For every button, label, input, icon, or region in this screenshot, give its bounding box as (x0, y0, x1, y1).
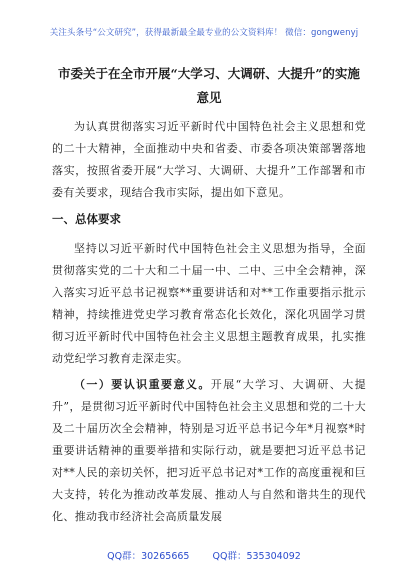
document-body (52, 62, 366, 532)
section-heading: 一、总体要求 (52, 212, 121, 226)
qq-group-1: QQ群：30265665 (107, 551, 190, 562)
overall-requirements-paragraph: 坚持以习近平新时代中国特色社会主义思想为指导，全面贯彻落实党的二十大和二十届一中、二中、三中全会精神，深入落实习近平总书记视察**重要讲话和对**工作重要指示批示精神，持续推进党史学习教育常态化长效化，深化巩固学习贯彻习近平新时代中国特色社会主义思想主题教育成果，扎实推动党纪学习教育走深走实。 (52, 242, 366, 365)
subsection-heading: （一）要认识重要意义。 (74, 378, 211, 391)
footer (0, 548, 408, 562)
qq-group-2: QQ群：535304092 (212, 551, 301, 562)
promo-banner: 关注头条号“公文研究”，获得最新最全最专业的公文资料库！ 微信：gongwenyj (49, 28, 359, 38)
document-title: 市委关于在全市开展“大学习、大调研、大提升”的实施意见 (58, 66, 360, 105)
intro-paragraph: 为认真贯彻落实习近平新时代中国特色社会主义思想和党的二十大精神，全面推动中央和省委、市委各项决策部署落地落实，按照省委开展“大学习、大调研、大提升”工作部署和市委有关要求，现结合我市实际，提出如下意见。 (52, 120, 366, 199)
subsection-paragraph (52, 374, 366, 528)
subsection-body: 开展“大学习、大调研、大提升”，是贯彻习近平新时代中国特色社会主义思想和党的二十大及二十届历次全会精神，特别是习近平总书记今年*月视察*时重要讲话精神的重要举措和实际行动，就是要把习近平总书记对**人民的亲切关怀，把习近平总书记对*工作的高度重视和巨大支持，转化为推动改革发展、推动人与自然和谐共生的现代化、推动我市经济社会高质量发展 (52, 378, 366, 523)
